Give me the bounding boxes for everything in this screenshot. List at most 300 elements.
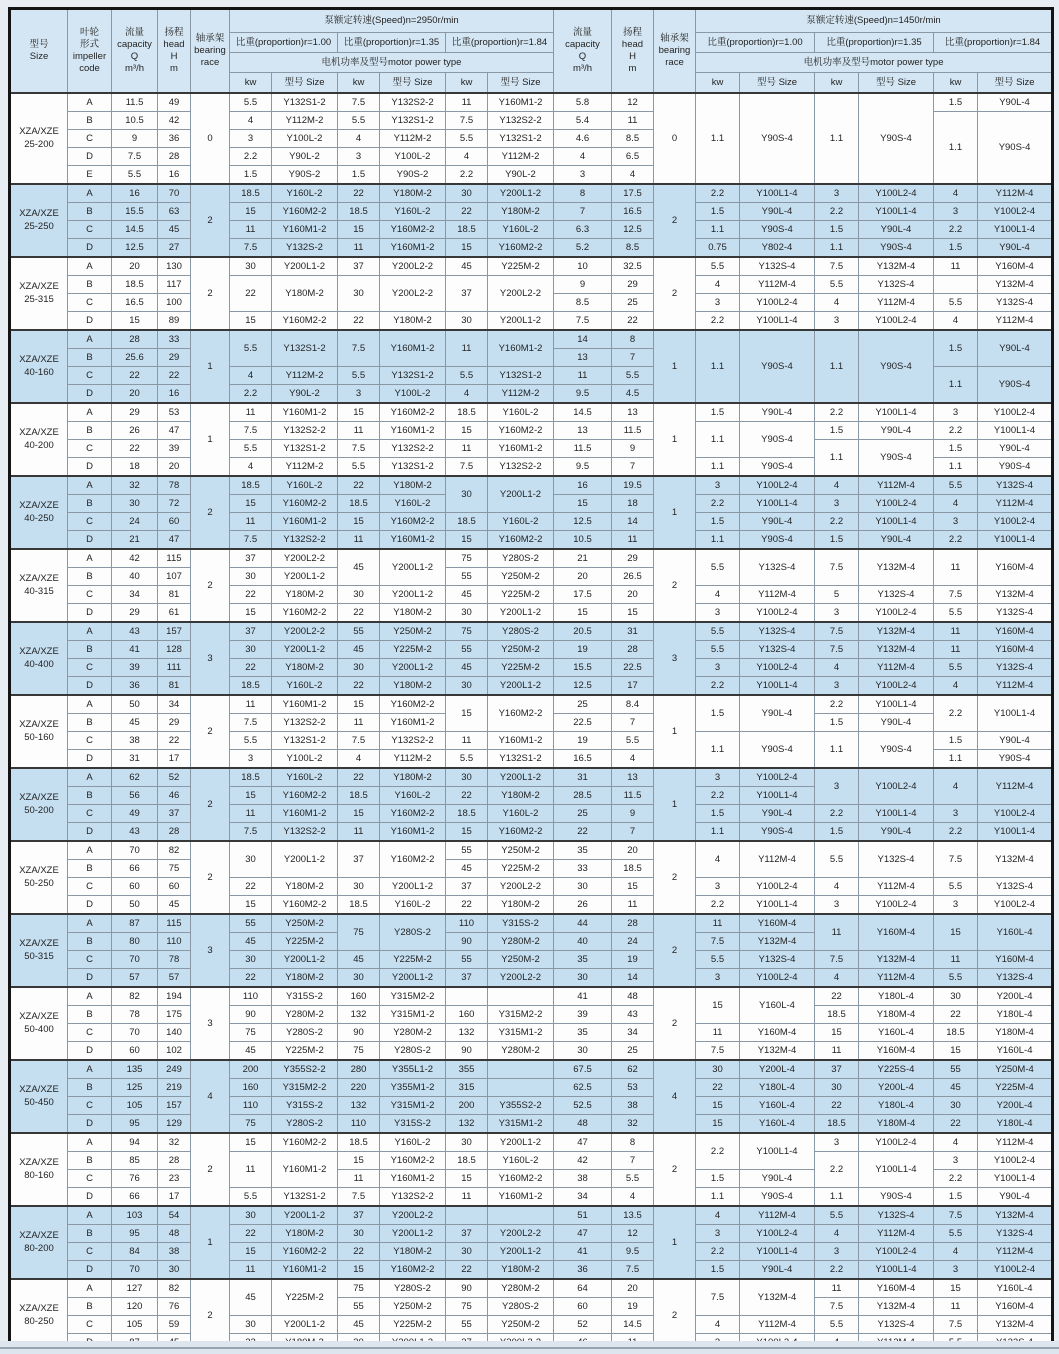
spec-row — [10, 1188, 1053, 1207]
capacity-2950-cell: 15.5 — [112, 203, 158, 221]
motor-kw-1450-cell: 1.5 — [934, 1188, 978, 1207]
motor-type-1450-cell: Y100L2-4 — [859, 1133, 934, 1152]
motor-type-2950-cell: Y160M1-2 — [488, 1188, 554, 1207]
motor-type-1450-cell: Y90L-4 — [859, 823, 934, 842]
motor-kw-1450-cell: 22 — [934, 1115, 978, 1134]
motor-type-1450-cell: Y100L1-4 — [740, 896, 815, 915]
motor-kw-2950-cell: 5.5 — [446, 367, 488, 385]
capacity-1450-cell: 34 — [554, 1188, 612, 1207]
motor-type-2950-cell: Y280S-2 — [272, 1024, 338, 1042]
motor-kw-2950-cell: 18.5 — [446, 513, 488, 531]
motor-type-1450-cell: Y132S-4 — [978, 659, 1053, 677]
motor-kw-1450-cell: 22 — [815, 1097, 859, 1115]
pump-size-cell: XZA/XZE 80-160 — [10, 1133, 68, 1206]
bearing-race-2950-cell: 2 — [191, 695, 230, 768]
motor-kw-2950-cell: 11 — [338, 1170, 380, 1188]
motor-kw-2950-cell: 11 — [338, 823, 380, 842]
motor-kw-1450-cell: 5.5 — [934, 878, 978, 896]
bearing-race-2950-cell: 2 — [191, 768, 230, 841]
capacity-1450-cell: 3 — [554, 166, 612, 185]
motor-type-2950-cell: Y160M1-2 — [488, 440, 554, 458]
motor-type-1450-cell: Y112M-4 — [859, 969, 934, 988]
model-header: 型号 Size — [859, 73, 934, 94]
impeller-code-cell: B — [68, 422, 112, 440]
motor-type-1450-cell: Y180M-4 — [978, 1024, 1053, 1042]
motor-kw-2950-cell: 30 — [338, 276, 380, 312]
motor-type-1450-cell: Y100L2-4 — [859, 604, 934, 623]
kw-header: kw — [230, 73, 272, 94]
motor-type-2950-cell: Y160M2-2 — [488, 1170, 554, 1188]
head-1450-cell: 4 — [612, 1188, 654, 1207]
motor-kw-1450-cell: 4 — [696, 276, 740, 294]
impeller-code-cell: D — [68, 677, 112, 696]
head-1450-cell: 7 — [612, 714, 654, 732]
motor-type-1450-cell: Y250M-4 — [978, 1060, 1053, 1079]
motor-type-1450-cell: Y90S-4 — [978, 112, 1053, 185]
impeller-code-cell: E — [68, 166, 112, 185]
impeller-code-cell: C — [68, 1243, 112, 1261]
spec-row — [10, 1243, 1053, 1261]
motor-kw-2950-cell: 4 — [446, 385, 488, 404]
motor-type-1450-cell: Y112M-4 — [859, 294, 934, 312]
motor-kw-2950-cell: 15 — [230, 203, 272, 221]
motor-kw-2950-cell: 45 — [446, 860, 488, 878]
capacity-1450-cell: 52.5 — [554, 1097, 612, 1115]
motor-type-2950-cell: Y160L-2 — [380, 203, 446, 221]
motor-type-2950-cell: Y160L-2 — [488, 805, 554, 823]
motor-type-1450-cell: Y100L2-4 — [740, 604, 815, 623]
motor-kw-1450-cell: 30 — [815, 1079, 859, 1097]
spec-row — [10, 1042, 1053, 1061]
bearing-race-2950-cell: 1 — [191, 403, 230, 476]
motor-type-2950-cell: Y112M-2 — [380, 130, 446, 148]
head-1450-cell: 14 — [612, 969, 654, 988]
motor-type-2950-cell: Y200L2-2 — [272, 549, 338, 568]
spec-row — [10, 695, 1053, 714]
speed-header-2950: 泵额定转速(Speed)n=2950r/min — [230, 9, 554, 33]
capacity-2950-cell: 62 — [112, 768, 158, 787]
motor-kw-2950-cell: 1.5 — [230, 166, 272, 185]
capacity-2950-cell: 135 — [112, 1060, 158, 1079]
capacity-2950-cell: 78 — [112, 1006, 158, 1024]
capacity-2950-cell: 5.5 — [112, 166, 158, 185]
head-2950-cell: 17 — [158, 1188, 191, 1207]
motor-kw-2950-cell: 55 — [230, 914, 272, 933]
motor-type-1450-cell: Y100L2-4 — [740, 659, 815, 677]
motor-kw-1450-cell: 5.5 — [815, 841, 859, 878]
head-1450-cell: 28 — [612, 641, 654, 659]
motor-type-1450-cell: Y90S-4 — [740, 221, 815, 239]
motor-kw-1450-cell: 1.5 — [696, 805, 740, 823]
capacity-1450-cell: 6.3 — [554, 221, 612, 239]
capacity-1450-cell: 11 — [554, 367, 612, 385]
capacity-2950-cell: 29 — [112, 403, 158, 422]
motor-kw-2950-cell: 75 — [446, 549, 488, 568]
motor-type-1450-cell: Y160L-4 — [978, 1042, 1053, 1061]
motor-kw-2950-cell: 2.2 — [230, 385, 272, 404]
motor-type-2950-cell: Y250M-2 — [488, 841, 554, 860]
motor-type-1450-cell: Y100L1-4 — [978, 221, 1053, 239]
head-2950-cell: 33 — [158, 330, 191, 349]
motor-type-2950-cell: Y160M1-2 — [272, 805, 338, 823]
head-1450-cell: 17 — [612, 677, 654, 696]
head-1450-cell: 19.5 — [612, 476, 654, 495]
head-1450-cell: 5.5 — [612, 732, 654, 750]
motor-type-2950-cell: Y280S-2 — [380, 1042, 446, 1061]
motor-type-1450-cell: Y100L1-4 — [740, 677, 815, 696]
motor-type-2950-cell: Y355S2-2 — [488, 1097, 554, 1115]
motor-kw-2950-cell: 7.5 — [446, 458, 488, 477]
motor-type-1450-cell: Y100L1-4 — [978, 422, 1053, 440]
motor-type-1450-cell: Y225S-4 — [859, 1060, 934, 1079]
col-header-head-1450: 扬程 head H m — [612, 9, 654, 94]
head-2950-cell: 219 — [158, 1079, 191, 1097]
motor-kw-2950-cell: 75 — [338, 1279, 380, 1298]
capacity-2950-cell: 120 — [112, 1298, 158, 1316]
motor-kw-2950-cell: 15 — [338, 805, 380, 823]
capacity-2950-cell: 30 — [112, 495, 158, 513]
head-2950-cell: 54 — [158, 1206, 191, 1225]
motor-kw-1450-cell: 5 — [815, 586, 859, 604]
motor-type-1450-cell: Y100L2-4 — [859, 677, 934, 696]
motor-type-1450-cell: Y132S-4 — [740, 257, 815, 276]
motor-type-1450-cell: Y160M-4 — [978, 257, 1053, 276]
motor-kw-1450-cell: 5.5 — [696, 951, 740, 969]
head-1450-cell: 29 — [612, 549, 654, 568]
impeller-code-cell: A — [68, 549, 112, 568]
head-1450-cell: 22.5 — [612, 659, 654, 677]
motor-type-1450-cell: Y90L-4 — [740, 513, 815, 531]
motor-kw-2950-cell: 11 — [230, 221, 272, 239]
capacity-1450-cell: 20.5 — [554, 622, 612, 641]
motor-type-2950-cell: Y280M-2 — [488, 1042, 554, 1061]
motor-type-2950-cell: Y160L-2 — [488, 403, 554, 422]
capacity-1450-cell: 35 — [554, 951, 612, 969]
motor-type-2950-cell: Y160M2-2 — [488, 695, 554, 732]
head-2950-cell: 30 — [158, 1261, 191, 1280]
capacity-2950-cell: 125 — [112, 1079, 158, 1097]
impeller-code-cell: C — [68, 1316, 112, 1334]
bearing-race-2950-cell: 2 — [191, 1133, 230, 1206]
motor-kw-1450-cell: 5.5 — [815, 1316, 859, 1334]
impeller-code-cell: C — [68, 1170, 112, 1188]
motor-kw-1450-cell: 2.2 — [815, 403, 859, 422]
motor-kw-2950-cell: 4 — [446, 148, 488, 166]
capacity-2950-cell: 22 — [112, 440, 158, 458]
bearing-race-1450-cell: 1 — [654, 330, 696, 403]
head-2950-cell: 157 — [158, 1097, 191, 1115]
capacity-1450-cell: 9.5 — [554, 385, 612, 404]
impeller-code-cell: A — [68, 987, 112, 1006]
capacity-2950-cell: 25.6 — [112, 349, 158, 367]
motor-kw-1450-cell: 5.5 — [815, 1206, 859, 1225]
motor-type-2950-cell: Y200L1-2 — [272, 951, 338, 969]
motor-type-1450-cell: Y160M-4 — [859, 1042, 934, 1061]
motor-type-1450-cell: Y160M-4 — [859, 914, 934, 951]
capacity-1450-cell: 5.4 — [554, 112, 612, 130]
motor-kw-1450-cell: 1.1 — [815, 1188, 859, 1207]
capacity-1450-cell: 15 — [554, 495, 612, 513]
motor-type-2950-cell: Y160M2-2 — [380, 841, 446, 878]
motor-type-2950-cell: Y250M-2 — [488, 1316, 554, 1334]
capacity-2950-cell: 38 — [112, 732, 158, 750]
motor-type-2950-cell: Y200L1-2 — [380, 969, 446, 988]
motor-kw-2950-cell: 355 — [446, 1060, 488, 1079]
motor-type-1450-cell: Y132M-4 — [978, 1316, 1053, 1334]
head-2950-cell: 27 — [158, 239, 191, 258]
capacity-1450-cell: 41 — [554, 987, 612, 1006]
motor-type-1450-cell: Y112M-4 — [978, 495, 1053, 513]
capacity-1450-cell: 25 — [554, 695, 612, 714]
motor-type-1450-cell: Y100L1-4 — [978, 531, 1053, 550]
motor-kw-1450-cell: 4 — [934, 312, 978, 331]
motor-kw-2950-cell: 37 — [446, 969, 488, 988]
head-1450-cell: 7 — [612, 349, 654, 367]
motor-type-1450-cell: Y90L-4 — [978, 1188, 1053, 1207]
motor-type-1450-cell: Y225M-4 — [978, 1079, 1053, 1097]
bearing-race-2950-cell: 3 — [191, 987, 230, 1060]
motor-type-1450-cell: Y802-4 — [740, 239, 815, 258]
motor-kw-2950-cell: 30 — [338, 969, 380, 988]
spec-row — [10, 1225, 1053, 1243]
motor-kw-1450-cell: 1.1 — [696, 330, 740, 403]
motor-kw-2950-cell: 11 — [230, 1152, 272, 1188]
motor-type-2950-cell: Y160M1-2 — [380, 1170, 446, 1188]
bearing-race-1450-cell: 1 — [654, 695, 696, 768]
head-2950-cell: 100 — [158, 294, 191, 312]
motor-kw-1450-cell: 2.2 — [934, 422, 978, 440]
impeller-code-cell: B — [68, 568, 112, 586]
head-1450-cell: 11.5 — [612, 787, 654, 805]
impeller-code-cell: A — [68, 768, 112, 787]
motor-kw-2950-cell: 37 — [446, 1225, 488, 1243]
motor-type-1450-cell: Y100L2-4 — [859, 184, 934, 203]
motor-kw-2950-cell: 30 — [338, 1225, 380, 1243]
impeller-code-cell: B — [68, 1152, 112, 1170]
bearing-race-2950-cell: 2 — [191, 476, 230, 549]
capacity-1450-cell: 35 — [554, 1024, 612, 1042]
head-1450-cell: 8 — [612, 330, 654, 349]
head-2950-cell: 61 — [158, 604, 191, 623]
bearing-race-2950-cell: 3 — [191, 622, 230, 695]
motor-type-2950-cell: Y160M2-2 — [272, 787, 338, 805]
motor-kw-1450-cell: 5.5 — [815, 276, 859, 294]
capacity-1450-cell: 8 — [554, 184, 612, 203]
head-1450-cell: 7 — [612, 1152, 654, 1170]
motor-type-1450-cell: Y100L1-4 — [978, 695, 1053, 732]
capacity-2950-cell: 66 — [112, 860, 158, 878]
head-2950-cell: 47 — [158, 531, 191, 550]
motor-type-1450-cell: Y180L-4 — [978, 1115, 1053, 1134]
motor-kw-1450-cell: 1.5 — [696, 1261, 740, 1280]
motor-type-2950-cell: Y90S-2 — [380, 166, 446, 185]
capacity-2950-cell: 11.5 — [112, 93, 158, 112]
motor-type-2950-cell: Y160L-2 — [488, 513, 554, 531]
motor-type-2950-cell: Y180M-2 — [272, 586, 338, 604]
impeller-code-cell: D — [68, 1115, 112, 1134]
motor-type-2950-cell: Y160L-2 — [488, 221, 554, 239]
motor-kw-2950-cell: 110 — [338, 1115, 380, 1134]
motor-kw-2950-cell: 15 — [446, 239, 488, 258]
motor-type-2950-cell: Y132S1-2 — [272, 732, 338, 750]
capacity-2950-cell: 21 — [112, 531, 158, 550]
capacity-2950-cell: 87 — [112, 914, 158, 933]
spec-row — [10, 1152, 1053, 1170]
motor-kw-1450-cell: 2.2 — [696, 312, 740, 331]
capacity-1450-cell: 16 — [554, 476, 612, 495]
motor-kw-1450-cell: 11 — [934, 641, 978, 659]
motor-type-2950-cell — [488, 1060, 554, 1079]
bearing-race-1450-cell: 1 — [654, 403, 696, 476]
head-1450-cell: 7 — [612, 823, 654, 842]
motor-kw-1450-cell: 1.1 — [696, 422, 740, 458]
motor-type-1450-cell: Y90L-4 — [740, 403, 815, 422]
impeller-code-cell: B — [68, 714, 112, 732]
motor-kw-2950-cell: 11 — [446, 440, 488, 458]
motor-kw-2950-cell: 30 — [446, 184, 488, 203]
motor-type-1450-cell: Y100L2-4 — [740, 1225, 815, 1243]
motor-power-header-2950: 电机功率及型号motor power type — [230, 53, 554, 73]
motor-kw-1450-cell: 2.2 — [696, 184, 740, 203]
spec-row — [10, 841, 1053, 860]
capacity-1450-cell: 67.5 — [554, 1060, 612, 1079]
speed-header-1450: 泵额定转速(Speed)n=1450r/min — [696, 9, 1053, 33]
capacity-1450-cell: 7.5 — [554, 312, 612, 331]
motor-type-2950-cell: Y200L1-2 — [380, 549, 446, 586]
motor-kw-2950-cell: 5.5 — [338, 367, 380, 385]
motor-type-2950-cell: Y200L2-2 — [488, 276, 554, 312]
motor-type-1450-cell: Y132S-4 — [859, 1316, 934, 1334]
head-1450-cell: 20 — [612, 586, 654, 604]
pump-size-cell: XZA/XZE 40-400 — [10, 622, 68, 695]
motor-kw-1450-cell: 2.2 — [815, 203, 859, 221]
motor-type-2950-cell: Y280S-2 — [488, 622, 554, 641]
bearing-race-1450-cell: 0 — [654, 93, 696, 184]
motor-kw-2950-cell: 75 — [230, 1115, 272, 1134]
motor-kw-1450-cell: 45 — [934, 1079, 978, 1097]
motor-kw-2950-cell: 7.5 — [338, 93, 380, 112]
head-1450-cell: 7 — [612, 458, 654, 477]
pump-size-cell: XZA/XZE 40-250 — [10, 476, 68, 549]
head-2950-cell: 81 — [158, 677, 191, 696]
bearing-race-2950-cell: 4 — [191, 1060, 230, 1133]
motor-type-2950-cell: Y160M1-2 — [272, 221, 338, 239]
motor-type-1450-cell: Y100L2-4 — [740, 878, 815, 896]
kw-header: kw — [696, 73, 740, 94]
motor-kw-2950-cell: 22 — [338, 312, 380, 331]
motor-type-1450-cell: Y100L2-4 — [978, 513, 1053, 531]
capacity-2950-cell: 34 — [112, 586, 158, 604]
spec-row — [10, 203, 1053, 221]
motor-kw-1450-cell: 2.2 — [815, 1152, 859, 1188]
pump-size-cell: XZA/XZE 40-315 — [10, 549, 68, 622]
impeller-code-cell: D — [68, 896, 112, 915]
motor-type-2950-cell: Y280S-2 — [380, 914, 446, 951]
motor-type-2950-cell: Y200L1-2 — [380, 659, 446, 677]
spec-row — [10, 914, 1053, 933]
head-2950-cell: 128 — [158, 641, 191, 659]
motor-kw-2950-cell: 75 — [338, 914, 380, 951]
motor-kw-2950-cell: 7.5 — [338, 732, 380, 750]
motor-type-2950-cell: Y315M1-2 — [488, 1024, 554, 1042]
motor-type-2950-cell: Y132S2-2 — [272, 823, 338, 842]
motor-type-1450-cell: Y100L2-4 — [859, 1243, 934, 1261]
head-1450-cell: 15 — [612, 878, 654, 896]
motor-type-1450-cell: Y90L-4 — [978, 239, 1053, 258]
motor-kw-1450-cell: 1.1 — [815, 732, 859, 769]
motor-kw-2950-cell: 18.5 — [446, 403, 488, 422]
head-1450-cell: 13 — [612, 768, 654, 787]
motor-type-2950-cell: Y160M1-2 — [272, 1152, 338, 1188]
motor-kw-2950-cell: 22 — [338, 768, 380, 787]
motor-type-1450-cell: Y132S-4 — [978, 604, 1053, 623]
motor-kw-1450-cell: 4 — [934, 1243, 978, 1261]
col-header-capacity-2950: 流量 capacity Q m³/h — [112, 9, 158, 94]
motor-type-1450-cell: Y132S-4 — [978, 969, 1053, 988]
capacity-1450-cell: 5.2 — [554, 239, 612, 258]
motor-type-2950-cell: Y200L2-2 — [488, 969, 554, 988]
proportion-100-1450: 比重(proportion)r=1.00 — [696, 33, 815, 53]
motor-type-1450-cell: Y90S-4 — [740, 330, 815, 403]
capacity-1450-cell: 31 — [554, 768, 612, 787]
motor-kw-2950-cell: 22 — [446, 203, 488, 221]
capacity-2950-cell: 29 — [112, 604, 158, 623]
motor-type-2950-cell: Y315M1-2 — [380, 1006, 446, 1024]
impeller-code-cell: C — [68, 1097, 112, 1115]
motor-type-2950-cell: Y280M-2 — [488, 1279, 554, 1298]
head-2950-cell: 22 — [158, 732, 191, 750]
motor-type-1450-cell: Y160L-4 — [978, 914, 1053, 951]
motor-kw-1450-cell: 1.5 — [815, 531, 859, 550]
head-2950-cell: 34 — [158, 695, 191, 714]
motor-type-2950-cell: Y225M-2 — [488, 257, 554, 276]
head-2950-cell: 22 — [158, 367, 191, 385]
motor-kw-2950-cell: 30 — [338, 878, 380, 896]
capacity-1450-cell: 19 — [554, 641, 612, 659]
motor-type-1450-cell: Y112M-4 — [859, 878, 934, 896]
motor-kw-2950-cell: 15 — [446, 422, 488, 440]
motor-type-2950-cell: Y280S-2 — [488, 1298, 554, 1316]
motor-kw-1450-cell: 1.1 — [934, 458, 978, 477]
spec-row — [10, 1261, 1053, 1280]
motor-type-2950-cell: Y315M2-2 — [380, 987, 446, 1006]
motor-type-1450-cell: Y100L2-4 — [859, 768, 934, 805]
motor-type-2950-cell: Y180M-2 — [380, 677, 446, 696]
motor-type-1450-cell: Y132S-4 — [978, 476, 1053, 495]
motor-type-2950-cell: Y200L1-2 — [272, 1316, 338, 1334]
motor-kw-2950-cell: 7.5 — [446, 112, 488, 130]
motor-kw-1450-cell: 3 — [934, 896, 978, 915]
motor-type-2950-cell: Y180M-2 — [380, 312, 446, 331]
spec-row — [10, 732, 1053, 750]
motor-kw-2950-cell: 22 — [230, 586, 272, 604]
table-header — [10, 9, 1053, 94]
motor-kw-1450-cell: 1.1 — [696, 1188, 740, 1207]
head-2950-cell: 28 — [158, 1152, 191, 1170]
motor-kw-2950-cell: 11 — [338, 531, 380, 550]
motor-kw-2950-cell — [446, 1206, 488, 1225]
motor-kw-2950-cell: 15 — [230, 604, 272, 623]
head-1450-cell: 20 — [612, 841, 654, 860]
motor-kw-1450-cell: 7.5 — [815, 549, 859, 586]
head-2950-cell: 38 — [158, 1243, 191, 1261]
spec-row — [10, 823, 1053, 842]
capacity-1450-cell: 19 — [554, 732, 612, 750]
motor-kw-1450-cell: 5.5 — [934, 1225, 978, 1243]
spec-row — [10, 476, 1053, 495]
capacity-1450-cell: 60 — [554, 1298, 612, 1316]
motor-type-2950-cell: Y180M-2 — [380, 604, 446, 623]
